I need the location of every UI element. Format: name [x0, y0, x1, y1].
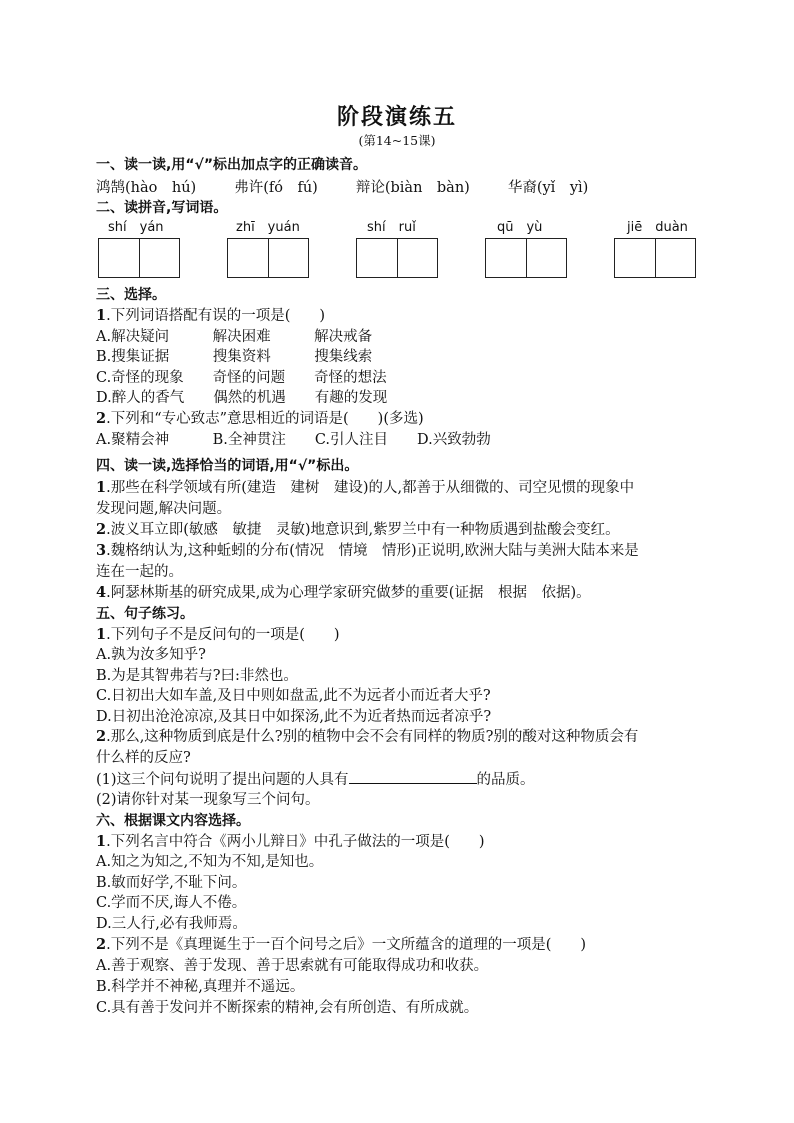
question-stem: 那么,这种物质到底是什么?别的植物中会不会有同样的物质?别的酸对这种物质会有: [110, 729, 639, 745]
option-line[interactable]: C.日初出大如车盖,及日中则如盘盂,此不为远者小而近者大乎?: [96, 688, 491, 704]
question-stem: 下列句子不是反问句的一项是( ): [110, 627, 340, 643]
writing-box[interactable]: [268, 239, 309, 277]
writing-box-pair[interactable]: [227, 238, 309, 278]
pinyin-label: shí ruǐ: [367, 220, 416, 235]
question-number: 4: [96, 584, 107, 601]
question-number: 2: [96, 410, 107, 427]
option-line[interactable]: D.日初出沧沧凉凉,及其日中如探汤,此不为近者热而远者凉乎?: [96, 709, 492, 725]
writing-box[interactable]: [526, 239, 567, 277]
question-stem[interactable]: 阿瑟林斯基的研究成果,成为心理学家研究做梦的重要(证据 根据 依据)。: [110, 585, 591, 601]
question-number: 2: [96, 521, 107, 538]
pinyin-choice-item[interactable]: 华裔(yǐ yì): [507, 180, 589, 196]
question-text: 1.那些在科学领域有所(建造 建树 建设)的人,都善于从细微的、司空见惯的现象中: [96, 479, 635, 496]
option-line[interactable]: B.搜集证据 搜集资料 搜集线索: [96, 349, 373, 365]
question-number: 1: [96, 307, 107, 324]
question-number: 3: [96, 542, 107, 559]
question-continuation: 什么样的反应?: [96, 750, 191, 766]
question-stem[interactable]: 波义耳立即(敏感 敏捷 灵敏)地意识到,紫罗兰中有一种物质遇到盐酸会变红。: [110, 522, 620, 538]
section-5-heading: 五、句子练习。: [96, 606, 194, 622]
question-stem: 下列不是《真理诞生于一百个问号之后》一文所蕴含的道理的一项是( ): [110, 937, 587, 953]
question-number: 2: [96, 728, 107, 745]
question-text: 2.那么,这种物质到底是什么?别的植物中会不会有同样的物质?别的酸对这种物质会有: [96, 728, 639, 745]
question-text: 2.下列和“专心致志”意思相近的词语是( )(多选): [96, 410, 424, 427]
question-number: 2: [96, 936, 107, 953]
question-stem[interactable]: 那些在科学领域有所(建造 建树 建设)的人,都善于从细微的、司空见惯的现象中: [110, 480, 635, 496]
question-text: 4.阿瑟林斯基的研究成果,成为心理学家研究做梦的重要(证据 根据 依据)。: [96, 584, 591, 601]
question-continuation: 发现问题,解决问题。: [96, 501, 232, 517]
writing-box[interactable]: [357, 239, 397, 277]
question-text: 1.下列句子不是反问句的一项是( ): [96, 626, 340, 643]
question-stem: 下列名言中符合《两小儿辩日》中孔子做法的一项是( ): [110, 834, 485, 850]
section-2-heading: 二、读拼音,写词语。: [96, 200, 228, 216]
section-1-items: [96, 178, 588, 198]
question-text: 1.下列名言中符合《两小儿辩日》中孔子做法的一项是( ): [96, 833, 485, 850]
section-1-heading: 一、读一读,用“√”标出加点字的正确读音。: [96, 157, 368, 173]
pinyin-choice-item[interactable]: 弗许(fó fú): [234, 180, 318, 196]
option-line[interactable]: C.学而不厌,诲人不倦。: [96, 895, 247, 911]
option-line[interactable]: A.解决疑问 解决困难 解决戒备: [96, 329, 373, 345]
sub-question: [96, 769, 535, 790]
option-line[interactable]: B.为是其智弗若与?曰:非然也。: [96, 668, 298, 684]
pinyin-choice-item[interactable]: 鸿鹄(hào hú): [96, 180, 197, 196]
writing-box[interactable]: [139, 239, 180, 277]
writing-box-pair[interactable]: [614, 238, 696, 278]
sub-question-stem: (1)这三个问句说明了提出问题的人具有: [96, 772, 349, 788]
writing-box[interactable]: [397, 239, 438, 277]
question-stem: 下列词语搭配有误的一项是( ): [110, 308, 326, 324]
option-line[interactable]: B.科学并不神秘,真理并不遥远。: [96, 979, 305, 995]
writing-box-pair[interactable]: [98, 238, 180, 278]
question-number: 1: [96, 479, 107, 496]
writing-box[interactable]: [615, 239, 655, 277]
pinyin-label: zhī yuán: [236, 220, 300, 235]
question-text: 2.波义耳立即(敏感 敏捷 灵敏)地意识到,紫罗兰中有一种物质遇到盐酸会变红。: [96, 521, 620, 538]
section-4-heading: 四、读一读,选择恰当的词语,用“√”标出。: [96, 458, 359, 474]
page-subtitle: (第14~15课): [358, 133, 436, 148]
option-line[interactable]: A.知之为知之,不知为不知,是知也。: [96, 854, 324, 870]
writing-box[interactable]: [655, 239, 696, 277]
option-line[interactable]: A.聚精会神 B.全神贯注 C.引人注目 D.兴致勃勃: [96, 432, 491, 448]
question-stem: 下列和“专心致志”意思相近的词语是( )(多选): [110, 411, 424, 427]
option-line[interactable]: A.善于观察、善于发现、善于思索就有可能取得成功和收获。: [96, 958, 489, 974]
question-continuation: 连在一起的。: [96, 564, 183, 580]
question-text: 3.魏格纳认为,这种蚯蚓的分布(情况 情境 情形)正说明,欧洲大陆与美洲大陆本来是: [96, 542, 639, 559]
pinyin-choice-item[interactable]: 辩论(biàn bàn): [355, 180, 470, 196]
answer-blank[interactable]: [349, 769, 477, 784]
question-text: 1.下列词语搭配有误的一项是( ): [96, 307, 326, 324]
option-line[interactable]: D.醉人的香气 偶然的机遇 有趣的发现: [96, 390, 388, 406]
section-6-heading: 六、根据课文内容选择。: [96, 813, 250, 829]
writing-box[interactable]: [99, 239, 139, 277]
section-3-heading: 三、选择。: [96, 287, 166, 303]
sub-question: (2)请你针对某一现象写三个问句。: [96, 792, 320, 808]
sub-question-tail: 的品质。: [476, 772, 535, 788]
pinyin-label: shí yán: [108, 220, 164, 235]
question-number: 1: [96, 626, 107, 643]
writing-box[interactable]: [486, 239, 526, 277]
page-title: 阶段演练五: [336, 105, 457, 130]
option-line[interactable]: C.奇怪的现象 奇怪的问题 奇怪的想法: [96, 370, 387, 386]
question-text: 2.下列不是《真理诞生于一百个问号之后》一文所蕴含的道理的一项是( ): [96, 936, 587, 953]
pinyin-label: qū yù: [497, 220, 543, 235]
option-line[interactable]: A.孰为汝多知乎?: [96, 647, 206, 663]
pinyin-label: jiē duàn: [627, 220, 688, 235]
option-line[interactable]: D.三人行,必有我师焉。: [96, 916, 247, 932]
writing-box[interactable]: [228, 239, 268, 277]
question-number: 1: [96, 833, 107, 850]
option-line[interactable]: C.具有善于发问并不断探索的精神,会有所创造、有所成就。: [96, 1000, 479, 1016]
question-stem[interactable]: 魏格纳认为,这种蚯蚓的分布(情况 情境 情形)正说明,欧洲大陆与美洲大陆本来是: [110, 543, 639, 559]
writing-box-pair[interactable]: [485, 238, 567, 278]
writing-box-pair[interactable]: [356, 238, 438, 278]
option-line[interactable]: B.敏而好学,不耻下问。: [96, 875, 247, 891]
